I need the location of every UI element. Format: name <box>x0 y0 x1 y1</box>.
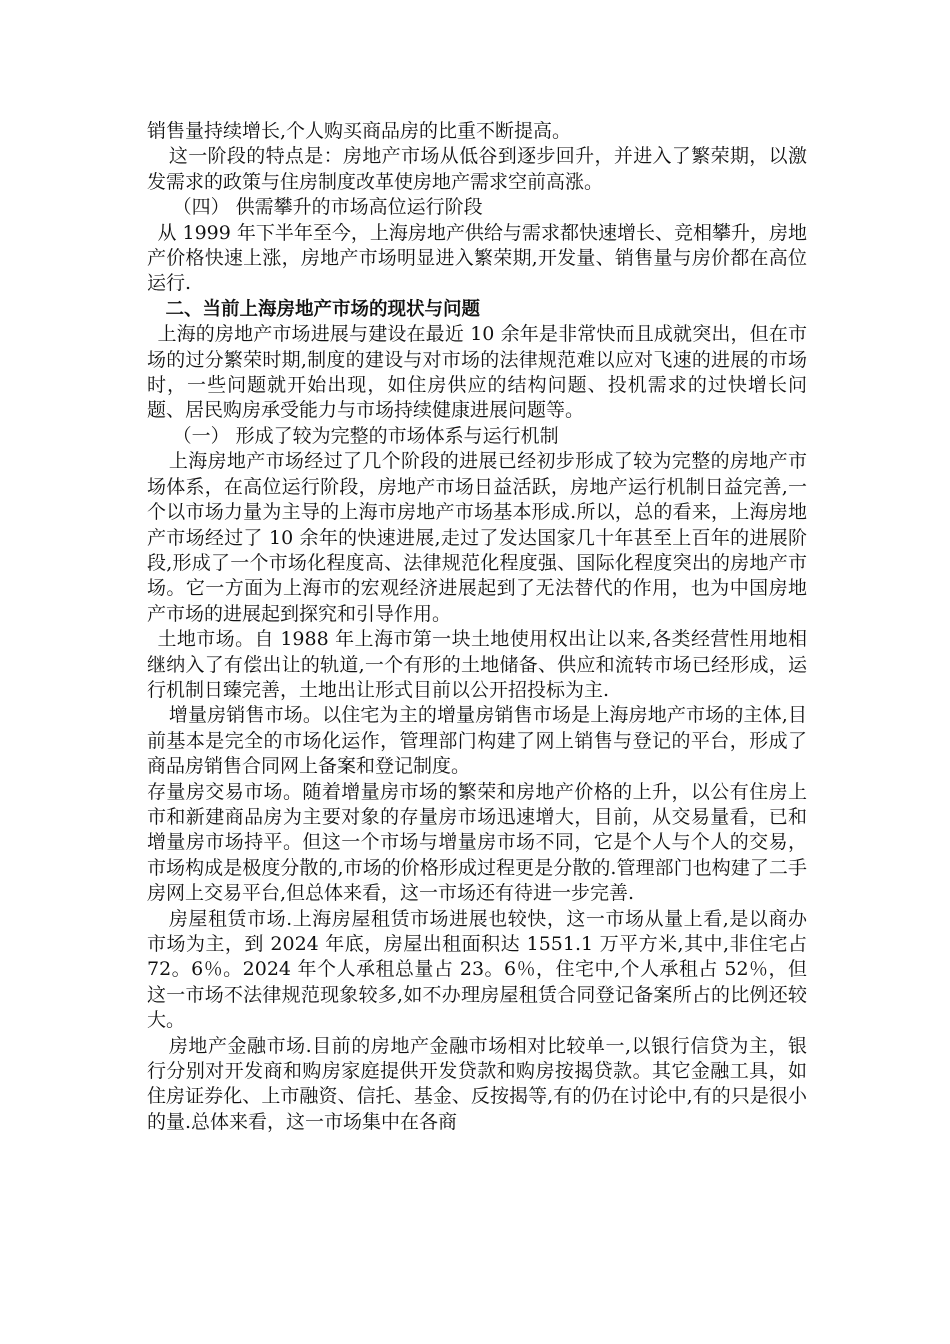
document-body <box>147 119 807 1135</box>
paragraph: 房地产金融市场.目前的房地产金融市场相对比较单一,以银行信贷为主，银行分别对开发商和购房家庭提供开发贷款和购房按揭贷款。其它金融工具，如住房证券化、上市融资、信托、基金、反按揭等,有的仍在讨论中,有的只是很小的量.总体来看，这一市场集中在各商 <box>147 1034 807 1133</box>
paragraph: 增量房销售市场。以住宅为主的增量房销售市场是上海房地产市场的主体,目前基本是完全的市场化运作，管理部门构建了网上销售与登记的平台，形成了商品房销售合同网上备案和登记制度。 <box>147 704 807 778</box>
paragraph: 上海的房地产市场进展与建设在最近 10 余年是非常快而且成就突出，但在市场的过分繁荣时期,制度的建设与对市场的法律规范难以应对飞速的进展的市场时，一些问题就开始出现，如住房供应的结构问题、投机需求的过快增长问题、居民购房承受能力与市场持续健康进展问题等。 <box>147 323 807 422</box>
paragraph: 销售量持续增长,个人购买商品房的比重不断提高。 <box>147 120 572 142</box>
section-subheading: （四） 供需攀升的市场高位运行阶段 <box>172 196 483 219</box>
paragraph: 这一阶段的特点是：房地产市场从低谷到逐步回升，并进入了繁荣期，以激发需求的政策与住房制度改革使房地产需求空前高涨。 <box>147 145 807 193</box>
paragraph: 存量房交易市场。随着增量房市场的繁荣和房地产价格的上升，以公有住房上市和新建商品房为主要对象的存量房市场迅速增大，目前，从交易量看，已和增量房市场持平。但这一个市场与增量房市场不同，它是个人与个人的交易，市场构成是极度分散的,市场的价格形成过程更是分散的.管理部门也构建了二手房网上交易平台,但总体来看，这一市场还有待进一步完善. <box>147 780 807 905</box>
section-heading: 二、当前上海房地产市场的现状与问题 <box>165 298 481 320</box>
paragraph: 房屋租赁市场.上海房屋租赁市场进展也较快，这一市场从量上看,是以商办市场为主，到 2024 年底，房屋出租面积达 1551.1 万平方米,其中,非住宅占 72。6％。2024 年个人承租总量占 23。6％，住宅中,个人承租占 52％，但这一市场不法律规范现象较多,如不办理房屋租赁合同登记备案所占的比例还较大。 <box>147 907 807 1032</box>
paragraph: 上海房地产市场经过了几个阶段的进展已经初步形成了较为完整的房地产市场体系，在高位运行阶段，房地产市场日益活跃，房地产运行机制日益完善,一个以市场力量为主导的上海市房地产市场基本形成.所以，总的看来，上海房地产市场经过了 10 余年的快速进展,走过了发达国家几十年甚至上百年的进展阶段,形成了一个市场化程度高、法律规范化程度强、国际化程度突出的房地产市场。它一方面为上海市的宏观经济进展起到了无法替代的作用，也为中国房地产市场的进展起到探究和引导作用。 <box>147 450 807 625</box>
paragraph: 从 1999 年下半年至今，上海房地产供给与需求都快速增长、竞相攀升，房地产价格快速上涨，房地产市场明显进入繁荣期,开发量、销售量与房价都在高位运行. <box>147 221 807 295</box>
section-subheading: （一） 形成了较为完整的市场体系与运行机制 <box>172 424 559 447</box>
paragraph: 土地市场。自 1988 年上海市第一块土地使用权出让以来,各类经营性用地相继纳入了有偿出让的轨道,一个有形的土地储备、供应和流转市场已经形成，运行机制日臻完善，土地出让形式目前以公开招投标为主. <box>147 628 807 701</box>
